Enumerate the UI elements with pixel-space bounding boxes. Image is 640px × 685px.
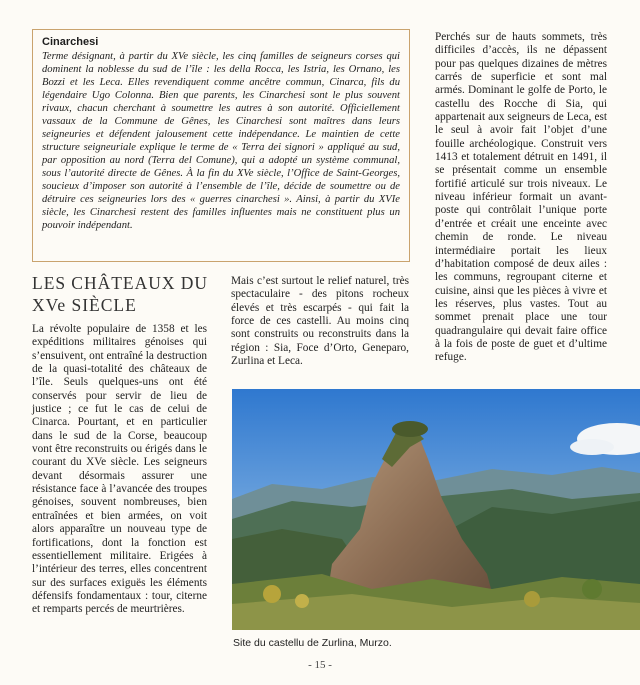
title-word: CHÂTEAUX <box>71 273 176 293</box>
photo-caption: Site du castellu de Zurlina, Murzo. <box>233 637 392 649</box>
paragraph: Perchés sur de hauts sommets, très difficiles d’accès, ils ne dépassent pour pas quelques dizaines de mètres carrés de superficie et sont mal armés. Dominant le golfe de Porto, le castellu des Rocche di Sia, qui appartenait aux seigneurs de Leca, est le seul à avoir fait l’objet d’une fouille archéologique. Construit vers 1413 et totalement détruit en 1491, il se présentait comme un ensemble fortifié articulé sur trois niveaux. Le niveau inférieur formait un avant-poste qui contrôlait l’unique porte d’entrée et créait une enceinte avec chemin de ronde. Le niveau intermédiaire portait les lieux d’habitation composé de deux ailes : les communs, regroupant citerne et cuisine, ainsi que les pièces à vivre et les réserves, plus vastes. Tout au sommet prenait place une tour quadrangulaire qui devait faire office à la fois de poste de guet et d’ultime refuge. <box>435 31 607 364</box>
rocky-peak-illustration <box>232 389 640 630</box>
section-title-line1 <box>32 272 208 294</box>
definition-text: Terme désignant, à partir du XVe siècle, les cinq familles de seigneurs corses qui dominent la noblesse du sud de l’île : les della Rocca, les Istria, les Ornano, les Bozzi et les Leca. Elles revendiquent comme ancêtre commun, Cinarca, fils du légendaire Ugo Colonna. Bien que parents, les Cinarchesi sont le plus souvent rivaux, chacun cherchant à soumettre les autres à son autorité. Officiellement vassaux de la Commune de Gênes, les Cinarchesi sont maîtres dans leurs seigneuries et défendent jalousement cette indépendance. Le maintien de cette structure seigneuriale explique le terme de « Terra dei signori » appliqué au sud, par opposition au nord (Terra del Comune), qui a adopté un système communal, sous l’autorité directe de Gênes. À la fin du XVe siècle, l’Office de Saint-Georges, soucieux d’imposer son autorité à l’ensemble de l’île, décide de soumettre ou de détruire ces seigneuries lors des « guerres cinarchesi ». Ainsi, à partir du XVIe siècle, les Cinarchesi restent des familles influentes mais ne constituent plus un pouvoir indépendant. <box>42 51 400 231</box>
section-title <box>32 272 208 316</box>
title-word: DU <box>180 273 208 293</box>
page-number: - 15 - <box>308 659 332 671</box>
landscape-photo <box>232 389 640 630</box>
section-title-line2: XVe SIÈCLE <box>32 295 137 315</box>
paragraph: La révolte populaire de 1358 et les expéditions militaires génoises qui s’ensuivent, ont entraîné la destruction de la quasi-totalité des châteaux de l’île. Seuls quelques-uns ont été conservés pour servir de lieu de justice ; ce fut le cas de celui de Cinarca. Pourtant, et en particulier dans le sud de la Corse, beaucoup vont être reconstruits ou érigés dans le courant du XVe siècle. Les seigneurs devant désormais assurer une résistance face à l’avancée des troupes génoises, souvent nombreuses, bien entraînées et bien armées, on voit alors apparaître un nouveau type de fortifications, dont la fonction est essentiellement militaire. Erigées à l’intérieur des terres, elles concentrent sur des surfaces exiguës les éléments défensifs fondamentaux : tour, citerne et remparts percés de meurtrières. <box>32 323 207 616</box>
definition-box <box>32 29 410 262</box>
text-column-left <box>32 323 207 617</box>
paragraph: Mais c’est surtout le relief naturel, très spectaculaire - des pitons rocheux élevés et très escarpés - qui fait la force de ces castelli. Au moins cinq sont construits ou reconstruits dans la région : Sia, Foce d’Orto, Geneparo, Zurlina et Leca. <box>231 275 409 368</box>
title-word: LES <box>32 273 67 293</box>
definition-title: Cinarchesi <box>42 36 99 48</box>
text-column-middle <box>231 275 409 368</box>
text-column-right <box>435 31 607 365</box>
